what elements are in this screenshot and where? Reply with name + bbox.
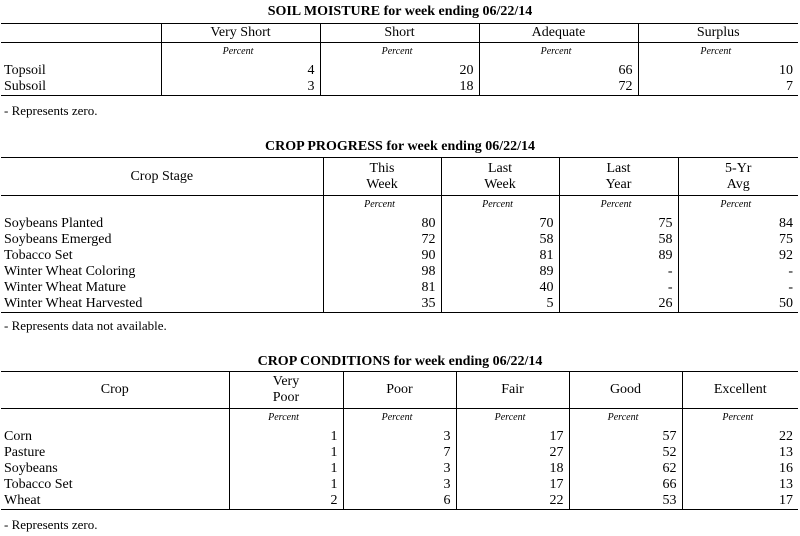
table-cell: 17 [456, 429, 569, 445]
table-cell: 1 [229, 445, 343, 461]
table-cell: 1 [229, 477, 343, 493]
unit-label: Percent [678, 196, 798, 215]
table-cell: 90 [323, 248, 441, 264]
table-row [1, 264, 798, 280]
table-row [1, 248, 798, 264]
row-label: Winter Wheat Mature [4, 280, 127, 295]
unit-label: Percent [229, 409, 343, 428]
row-label: Tobacco Set [4, 248, 73, 263]
soil-header-blank [1, 24, 161, 43]
table-cell: 18 [320, 79, 479, 96]
table-cell: 6 [343, 493, 456, 510]
table-cell: 10 [638, 63, 798, 79]
progress-col-this-week: This Week [323, 158, 441, 196]
progress-unit-blank [1, 196, 323, 215]
soil-col-short: Short [320, 24, 479, 43]
unit-label: Percent [441, 196, 559, 215]
unit-label: Percent [479, 43, 638, 62]
row-label: Winter Wheat Harvested [1, 296, 323, 313]
row-label: Winter Wheat Coloring [4, 264, 136, 279]
row-label: Soybeans Emerged [4, 232, 112, 247]
row-label: Soybeans Planted [4, 216, 104, 231]
unit-label: Percent [161, 43, 320, 62]
table-cell: 70 [441, 216, 559, 232]
unit-label: Percent [559, 196, 678, 215]
table-cell: 92 [678, 248, 798, 264]
table-cell: - [678, 264, 798, 280]
table-cell: 17 [682, 493, 798, 510]
table-cell: 40 [441, 280, 559, 296]
unit-label: Percent [569, 409, 682, 428]
table-row [1, 429, 798, 445]
table-cell: 72 [323, 232, 441, 248]
table-cell: 7 [638, 79, 798, 96]
unit-label: Percent [323, 196, 441, 215]
table-cell: 16 [682, 461, 798, 477]
table-cell: 7 [343, 445, 456, 461]
table-row [1, 280, 798, 296]
table-cell: 5 [441, 296, 559, 313]
table-cell: 72 [479, 79, 638, 96]
table-row [1, 477, 798, 493]
conditions-col-fair: Fair [456, 372, 569, 409]
crop-progress-table [1, 157, 798, 313]
table-cell: 98 [323, 264, 441, 280]
table-cell: 81 [323, 280, 441, 296]
table-cell: 57 [569, 429, 682, 445]
conditions-col-very-poor: Very Poor [229, 372, 343, 409]
table-cell: 81 [441, 248, 559, 264]
table-cell: 27 [456, 445, 569, 461]
row-label: Wheat [1, 493, 229, 510]
crop-progress-title: CROP PROGRESS for week ending 06/22/14 [264, 139, 536, 154]
table-row [1, 493, 798, 510]
table-row [1, 296, 798, 313]
table-cell: 52 [569, 445, 682, 461]
table-cell: 35 [323, 296, 441, 313]
unit-label: Percent [343, 409, 456, 428]
table-cell: 53 [569, 493, 682, 510]
table-cell: 13 [682, 477, 798, 493]
table-row [1, 461, 798, 477]
table-cell: 80 [323, 216, 441, 232]
table-cell: 18 [456, 461, 569, 477]
soil-col-adequate: Adequate [479, 24, 638, 43]
table-cell: 22 [682, 429, 798, 445]
table-cell: - [559, 280, 678, 296]
soil-col-very-short: Very Short [161, 24, 320, 43]
table-row [1, 445, 798, 461]
table-cell: 22 [456, 493, 569, 510]
table-cell: 89 [441, 264, 559, 280]
crop-conditions-title: CROP CONDITIONS for week ending 06/22/14 [257, 354, 543, 369]
soil-moisture-table [1, 23, 798, 96]
table-row [1, 79, 798, 96]
conditions-col-poor: Poor [343, 372, 456, 409]
progress-col-5yr-avg: 5-Yr Avg [678, 158, 798, 196]
table-cell: 84 [678, 216, 798, 232]
table-cell: 66 [569, 477, 682, 493]
table-cell: 58 [559, 232, 678, 248]
table-cell: 26 [559, 296, 678, 313]
table-cell: 1 [229, 461, 343, 477]
conditions-col-good: Good [569, 372, 682, 409]
table-cell: 62 [569, 461, 682, 477]
row-label: Pasture [4, 445, 46, 460]
table-cell: 2 [229, 493, 343, 510]
row-label: Soybeans [4, 461, 58, 476]
table-cell: 3 [343, 461, 456, 477]
unit-label: Percent [682, 409, 798, 428]
table-cell: 89 [559, 248, 678, 264]
progress-col-crop-stage: Crop Stage [1, 158, 323, 196]
progress-footnote: - Represents data not available. [4, 318, 167, 333]
row-label: Topsoil [4, 63, 46, 78]
table-cell: 1 [229, 429, 343, 445]
conditions-col-crop: Crop [1, 372, 229, 409]
table-cell: 13 [682, 445, 798, 461]
soil-moisture-title: SOIL MOISTURE for week ending 06/22/14 [267, 4, 533, 19]
progress-col-last-week: Last Week [441, 158, 559, 196]
row-label: Tobacco Set [4, 477, 73, 492]
table-cell: 75 [559, 216, 678, 232]
soil-col-surplus: Surplus [638, 24, 798, 43]
soil-unit-blank [1, 43, 161, 62]
unit-label: Percent [320, 43, 479, 62]
table-row [1, 216, 798, 232]
unit-label: Percent [456, 409, 569, 428]
conditions-unit-blank [1, 409, 229, 428]
table-cell: - [678, 280, 798, 296]
conditions-footnote: - Represents zero. [4, 517, 98, 532]
soil-footnote: - Represents zero. [4, 103, 98, 118]
table-cell: 75 [678, 232, 798, 248]
row-label: Subsoil [1, 79, 161, 96]
table-cell: 17 [456, 477, 569, 493]
table-cell: 3 [161, 79, 320, 96]
table-cell: 50 [678, 296, 798, 313]
table-cell: 4 [161, 63, 320, 79]
table-cell: 3 [343, 429, 456, 445]
unit-label: Percent [638, 43, 798, 62]
progress-col-last-year: Last Year [559, 158, 678, 196]
row-label: Corn [4, 429, 32, 444]
table-cell: 3 [343, 477, 456, 493]
table-row [1, 232, 798, 248]
conditions-col-excellent: Excellent [682, 372, 798, 409]
table-cell: - [559, 264, 678, 280]
table-cell: 20 [320, 63, 479, 79]
table-cell: 66 [479, 63, 638, 79]
table-cell: 58 [441, 232, 559, 248]
crop-conditions-table [1, 371, 798, 510]
table-row [1, 63, 798, 79]
